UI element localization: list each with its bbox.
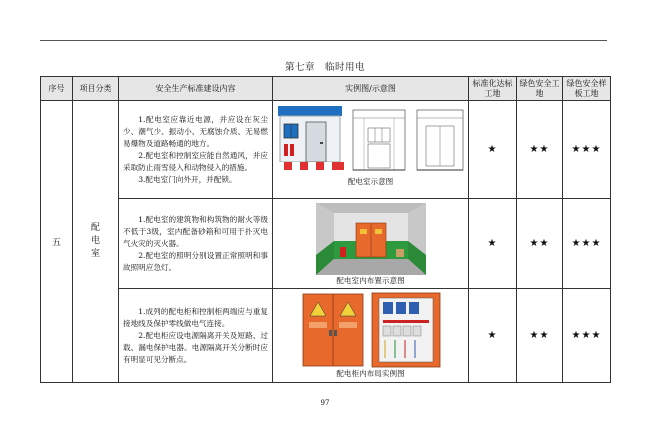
- star-rating-standard: ★: [469, 289, 517, 383]
- header-index: 序号: [41, 77, 73, 101]
- cabinet-open-image: [371, 292, 441, 368]
- content-paragraph: 2.配电柜应设电源隔离开关及短路、过载、漏电保护电器。电源隔离开关分断时应有明显可见分断点。: [123, 330, 268, 364]
- content-paragraph: 1.成列的配电柜和控制柜两端应与重复接地线及保护零线做电气连接。: [123, 306, 268, 328]
- row-index: 五: [41, 101, 73, 383]
- power-room-elevation-image: [350, 104, 408, 176]
- content-paragraph: 3.配电室门向外开，并配锁。: [138, 174, 237, 184]
- example-cell: [273, 199, 469, 289]
- cabinet-closed-image: [301, 292, 365, 368]
- header-category: 项目分类: [73, 77, 119, 101]
- row-content: [119, 199, 273, 289]
- star-rating-standard: ★: [469, 199, 517, 289]
- chapter-title: 第七章 临时用电: [284, 62, 365, 73]
- header-level-standard: 标准化达标工地: [469, 77, 517, 101]
- table-row: [41, 101, 611, 199]
- table-row: [41, 199, 611, 289]
- example-caption: 配电室示意图: [347, 177, 394, 186]
- star-rating-standard: ★: [469, 101, 517, 199]
- header-content: 安全生产标准建设内容: [119, 77, 273, 101]
- row-category: 配电室: [90, 223, 100, 259]
- power-room-exterior-image: [276, 104, 344, 176]
- power-room-side-image: [414, 104, 466, 176]
- example-caption: 配电室内布置示意图: [336, 276, 405, 285]
- star-rating-green: ★★: [517, 199, 563, 289]
- header-level-green: 绿色安全工地: [517, 77, 563, 101]
- star-rating-green: ★★: [517, 289, 563, 383]
- row-content: [119, 289, 273, 383]
- star-rating-model: ★★★: [563, 199, 611, 289]
- table-row: [41, 289, 611, 383]
- example-cell: [273, 289, 469, 383]
- content-paragraph: 2.配电室的照明分别设置正常照明和事故照明应急灯。: [123, 250, 268, 272]
- content-paragraph: 1.配电室应靠近电源，并应设在灰尘少、潮气少、振动小、无腐蚀介质、无易燃易爆物及道路畅通的地方。: [123, 114, 268, 148]
- power-room-interior-image: [316, 203, 426, 275]
- star-rating-model: ★★★: [563, 101, 611, 199]
- table-header-row: [41, 77, 611, 101]
- page-number: 97: [320, 399, 330, 407]
- header-examples: 实例图/示意图: [273, 77, 469, 101]
- example-caption: 配电柜内布局实例图: [336, 369, 405, 378]
- example-cell: [273, 101, 469, 199]
- header-level-model: 绿色安全样板工地: [563, 77, 611, 101]
- header-rule: [40, 40, 607, 41]
- standards-table: [40, 76, 611, 383]
- content-paragraph: 2.配电室和控制室应能自然通风，并应采取防止雨雪侵入和动物侵入的措施。: [123, 150, 268, 172]
- star-rating-green: ★★: [517, 101, 563, 199]
- star-rating-model: ★★★: [563, 289, 611, 383]
- row-content: [119, 101, 273, 199]
- content-paragraph: 1.配电室的建筑物和构筑物的耐火等级不低于3级，室内配备砂箱和可用于扑灭电气火灾的灭火器。: [123, 214, 268, 248]
